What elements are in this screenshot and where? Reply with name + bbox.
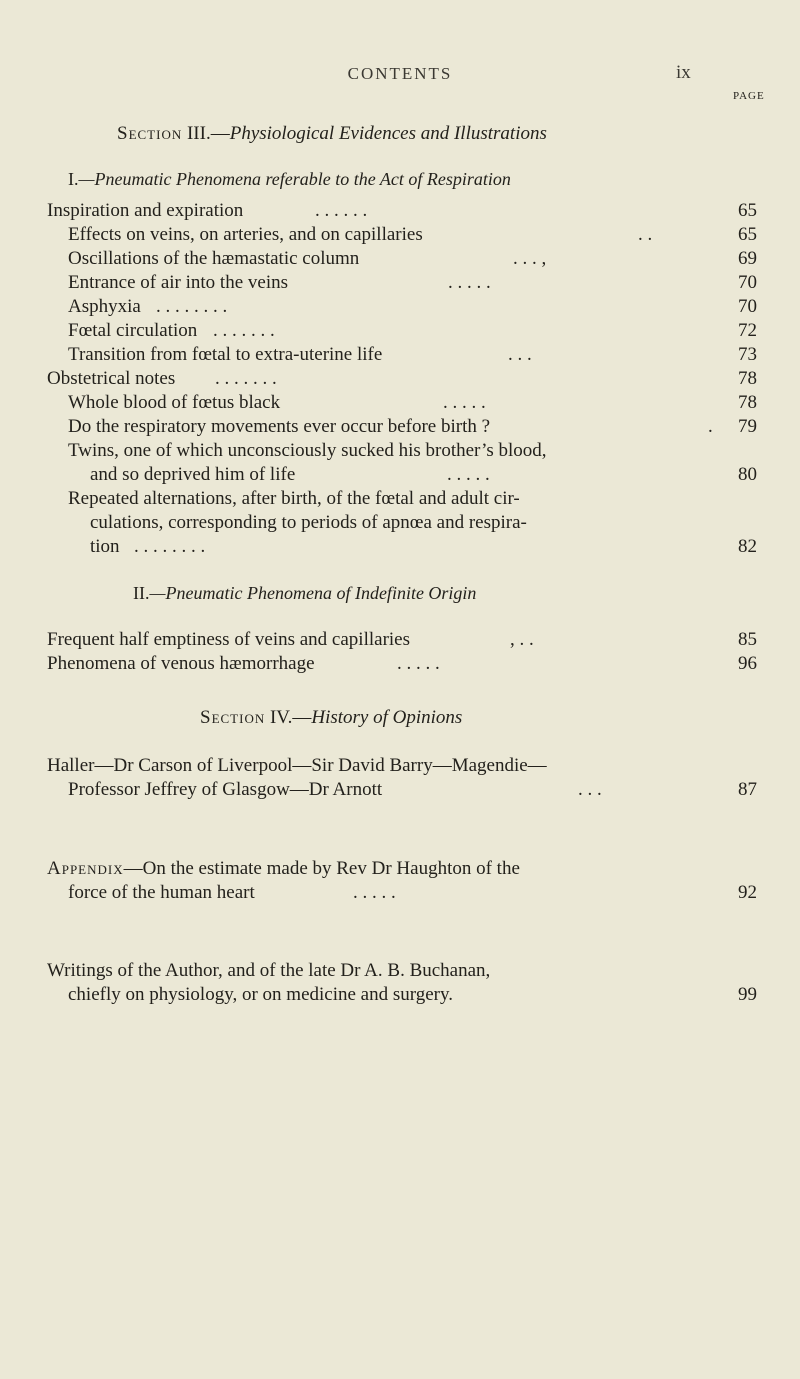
entry-leader: . . . , bbox=[513, 248, 547, 269]
entry-title: Repeated alternations, after birth, of the fœtal and adult cir- bbox=[68, 488, 520, 509]
entry-leader: . . . . . bbox=[447, 464, 490, 485]
entry-title: Effects on veins, on arteries, and on capillaries bbox=[68, 224, 423, 245]
entry-page: 70 bbox=[738, 296, 757, 317]
toc-entry bbox=[90, 536, 206, 558]
toc-entry bbox=[68, 984, 453, 1006]
toc-entry bbox=[68, 224, 653, 246]
entry-title: Inspiration and expiration bbox=[47, 200, 244, 221]
entry-title: Entrance of air into the veins bbox=[68, 272, 289, 293]
entry-title: Twins, one of which unconsciously sucked his brother’s blood, bbox=[68, 440, 547, 461]
toc-entry bbox=[68, 248, 547, 270]
toc-entry bbox=[68, 882, 396, 904]
toc-entry bbox=[47, 858, 520, 880]
entry-leader: . . . . . bbox=[443, 392, 486, 413]
toc-entry bbox=[68, 320, 275, 342]
section-heading bbox=[117, 123, 547, 145]
section-numeral: III. bbox=[186, 123, 211, 144]
section-numeral: IV. bbox=[269, 707, 293, 728]
section-heading bbox=[200, 707, 462, 729]
toc-entry bbox=[68, 416, 713, 438]
toc-entry bbox=[47, 653, 440, 675]
toc-entry bbox=[47, 200, 368, 222]
toc-entry bbox=[47, 368, 277, 390]
entry-title: and so deprived him of life bbox=[90, 464, 296, 485]
subsection-title: —Pneumatic Phenomena referable to the Act of Respiration bbox=[78, 169, 511, 189]
entry-page: 78 bbox=[738, 392, 757, 413]
entry-leader: . . . . . . . . bbox=[156, 296, 228, 317]
page-column-label: PAGE bbox=[733, 90, 765, 102]
subsection-title: —Pneumatic Phenomena of Indefinite Origin bbox=[149, 583, 477, 603]
entry-page: 72 bbox=[738, 320, 757, 341]
entry-leader: . . bbox=[638, 224, 653, 245]
toc-entry bbox=[47, 755, 547, 777]
entry-title: force of the human heart bbox=[68, 882, 255, 903]
toc-entry bbox=[90, 464, 490, 486]
toc-entry bbox=[68, 488, 520, 510]
entry-title: —On the estimate made by Rev Dr Haughton of the bbox=[123, 858, 520, 879]
toc-entry bbox=[47, 960, 490, 982]
toc-entry bbox=[68, 296, 228, 318]
toc-entry bbox=[47, 629, 534, 651]
entry-page: 79 bbox=[738, 416, 757, 437]
section-label: Section bbox=[117, 123, 183, 144]
entry-title: Do the respiratory movements ever occur before birth ? bbox=[68, 416, 491, 437]
entry-page: 78 bbox=[738, 368, 757, 389]
running-title: CONTENTS bbox=[347, 64, 453, 83]
section-dash: — bbox=[210, 123, 230, 144]
toc-entry bbox=[68, 344, 532, 366]
entry-title: Fœtal circulation bbox=[68, 320, 198, 341]
entry-leader: . . . . . bbox=[397, 653, 440, 674]
entry-leader: . . . . . . . bbox=[215, 368, 277, 389]
entry-leader: . bbox=[708, 416, 713, 437]
section-label: Section bbox=[200, 707, 266, 728]
entry-page: 80 bbox=[738, 464, 757, 485]
entry-page: 65 bbox=[738, 224, 757, 245]
entry-title: Obstetrical notes bbox=[47, 368, 176, 389]
entry-title: Oscillations of the hæmastatic column bbox=[68, 248, 360, 269]
entry-title: Writings of the Author, and of the late Dr A. B. Buchanan, bbox=[47, 960, 491, 981]
subsection-number: I. bbox=[68, 169, 79, 189]
subsection-number: II. bbox=[133, 583, 150, 603]
entry-leader: . . . bbox=[508, 344, 532, 365]
appendix-label: Appendix bbox=[47, 858, 124, 879]
entry-page: 73 bbox=[738, 344, 757, 365]
entry-page: 85 bbox=[738, 629, 757, 650]
page-number: ix bbox=[676, 62, 691, 83]
subsection-heading bbox=[68, 169, 511, 190]
section-dash: — bbox=[292, 707, 312, 728]
entry-page: 69 bbox=[738, 248, 757, 269]
entry-page: 70 bbox=[738, 272, 757, 293]
entry-page: 96 bbox=[738, 653, 757, 674]
toc-entry bbox=[68, 440, 547, 462]
entry-leader: . . . . . bbox=[353, 882, 396, 903]
entry-leader: . . . . . . . . bbox=[134, 536, 206, 557]
toc-entry bbox=[68, 392, 486, 414]
section-title: History of Opinions bbox=[311, 707, 463, 728]
entry-title: Transition from fœtal to extra-uterine life bbox=[68, 344, 383, 365]
entry-leader: . . . . . bbox=[448, 272, 491, 293]
entry-title: tion bbox=[90, 536, 120, 557]
entry-leader: . . . bbox=[578, 779, 602, 800]
entry-title: Professor Jeffrey of Glasgow—Dr Arnott bbox=[68, 779, 383, 800]
entry-page: 82 bbox=[738, 536, 757, 557]
entry-page: 87 bbox=[738, 779, 757, 800]
toc-entry bbox=[68, 779, 602, 801]
entry-title: culations, corresponding to periods of apnœa and respira- bbox=[90, 512, 527, 533]
entry-title: Frequent half emptiness of veins and capillaries bbox=[47, 629, 411, 650]
entry-leader: . . . . . . . bbox=[213, 320, 275, 341]
entry-page: 99 bbox=[738, 984, 757, 1005]
entry-leader: , . . bbox=[510, 629, 534, 650]
entry-title: chiefly on physiology, or on medicine and surgery. bbox=[68, 984, 454, 1005]
entry-title: Asphyxia bbox=[68, 296, 141, 317]
entry-leader: . . . . . . bbox=[315, 200, 368, 221]
toc-entry bbox=[68, 272, 491, 294]
toc-entry bbox=[90, 512, 527, 534]
entry-title: Phenomena of venous hæmorrhage bbox=[47, 653, 315, 674]
entry-page: 92 bbox=[738, 882, 757, 903]
entry-title: Haller—Dr Carson of Liverpool—Sir David Barry—Magendie— bbox=[47, 755, 547, 776]
entry-title: Whole blood of fœtus black bbox=[68, 392, 281, 413]
section-title: Physiological Evidences and Illustrations bbox=[229, 123, 547, 144]
entry-page: 65 bbox=[738, 200, 757, 221]
subsection-heading bbox=[133, 583, 476, 604]
